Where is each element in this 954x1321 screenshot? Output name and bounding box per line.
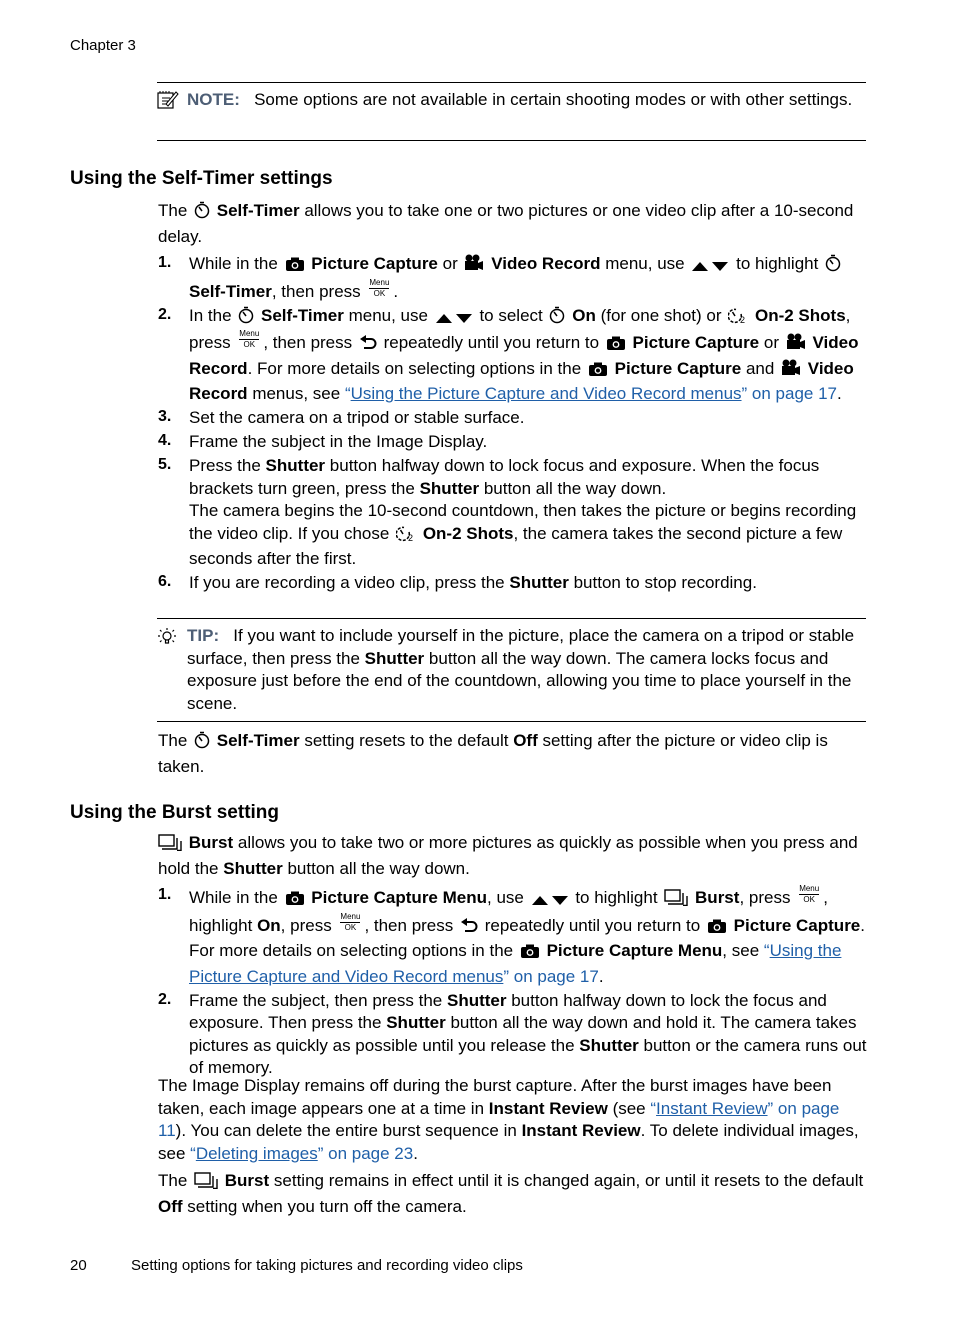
- step-bold: Video Record: [189, 333, 859, 378]
- step-text: to highlight: [575, 888, 658, 907]
- para-text: ). You can delete the entire burst sequence in: [175, 1121, 517, 1140]
- step-bold: Shutter: [386, 1013, 446, 1032]
- step-text: While in the: [189, 888, 278, 907]
- back-arrow-icon: [359, 335, 377, 358]
- list-item: [158, 885, 868, 988]
- step-bold: On: [572, 305, 596, 325]
- svg-text:2: 2: [740, 314, 746, 324]
- step-bold: Shutter: [265, 456, 326, 475]
- step-text: button halfway down to lock focus and exposure. When the focus brackets turn green, press the: [189, 456, 820, 498]
- self-timer-closing: [158, 730, 863, 778]
- self-timer-icon: [238, 306, 254, 331]
- step-text: button all the way down and hold it. The camera takes pictures as quickly as possible until you release the: [189, 1013, 857, 1055]
- step-text: or: [442, 254, 458, 273]
- self-timer-icon: [549, 306, 565, 331]
- footer-title: Setting options for taking pictures and recording video clips: [131, 1257, 523, 1274]
- para-bold: Off: [158, 1196, 183, 1216]
- step-text: (for one shot) or: [600, 305, 722, 325]
- step-bold: Picture Capture: [733, 915, 861, 935]
- burst-paragraph-2: [158, 1170, 870, 1218]
- self-timer-2-icon: [396, 524, 416, 549]
- closing-bold: Off: [513, 731, 538, 750]
- camera-icon: [588, 361, 608, 384]
- step-text: button all the way down.: [483, 478, 667, 498]
- note-body: Some options are not available in certain shooting modes or with other settings.: [254, 90, 853, 109]
- step-text: Frame the subject in the Image Display.: [189, 432, 488, 451]
- para-text: setting when you turn off the camera.: [187, 1196, 467, 1216]
- step-text: .: [598, 966, 604, 986]
- menu-ok-button-icon: Menu OK: [340, 911, 361, 932]
- step-bold: Shutter: [509, 573, 569, 592]
- burst-icon: [158, 833, 182, 858]
- step-text: . For more details on selecting options in the: [189, 915, 865, 960]
- step-text: and: [745, 358, 775, 378]
- tip-body: If you want to include yourself in the picture, place the camera on a tripod or stable surface, then press the: [187, 626, 855, 668]
- step-text: , then press: [364, 915, 454, 935]
- self-timer-icon: [194, 201, 210, 226]
- step-text: Press the: [189, 456, 261, 475]
- burst-heading: Using the Burst setting: [70, 802, 280, 823]
- step-text: , use: [487, 888, 524, 907]
- step-text: Frame the subject, then press the: [189, 990, 443, 1010]
- list-item: [158, 455, 868, 571]
- tip-lightbulb-icon: [156, 626, 178, 653]
- step-text: .: [837, 384, 842, 403]
- note-text: [187, 89, 867, 112]
- step-bold: Picture Capture: [632, 333, 760, 352]
- para-bold: Instant Review: [488, 1098, 608, 1118]
- camera-icon: [520, 943, 540, 966]
- menu-ok-button-icon: Menu OK: [369, 277, 390, 298]
- para-text: The Image Display remains off during the burst capture. After the burst images have been taken, each image appears one at a time in: [158, 1076, 832, 1118]
- step-bold: Picture Capture: [311, 254, 438, 273]
- step-number: 6.: [158, 573, 172, 590]
- para-text: (see: [612, 1098, 646, 1118]
- step-bold: Self-Timer: [261, 305, 344, 325]
- tip-top-rule: [157, 618, 866, 619]
- note-bottom-rule: [157, 140, 866, 141]
- link-deleting-images[interactable]: “Deleting images” on page 23: [190, 1143, 414, 1163]
- step-text: menu, use: [605, 254, 685, 273]
- step-text: , then press: [271, 281, 361, 301]
- intro-text: The: [158, 201, 188, 220]
- step-text: , press: [189, 305, 851, 352]
- step-bold: Shutter: [419, 478, 480, 498]
- menu-ok-button-icon: Menu OK: [239, 329, 260, 349]
- burst-steps: [158, 885, 868, 1081]
- self-timer-intro: [158, 200, 863, 248]
- burst-text: allows you to take two or more pictures as quickly as possible when you press and hold the: [158, 833, 858, 878]
- intro-text: allows you to take one or two pictures or one video clip after a 10-second delay.: [158, 201, 854, 246]
- burst-paragraph-1: [158, 1075, 870, 1165]
- step-text: to select: [479, 305, 543, 325]
- burst-text: button all the way down.: [287, 858, 470, 878]
- step-text: ,: [823, 888, 828, 907]
- step-bold: Picture Capture Menu: [546, 941, 723, 960]
- closing-text: setting resets to the default: [304, 731, 509, 750]
- para-text: setting remains in effect until it is changed again, or until it resets to the default: [273, 1171, 864, 1190]
- step-number: 2.: [158, 990, 172, 1008]
- step-bold: On: [257, 915, 281, 935]
- self-timer-icon: [194, 731, 210, 756]
- list-item: [158, 305, 868, 406]
- step-bold: Picture Capture Menu: [311, 888, 487, 907]
- step-number: 4.: [158, 432, 172, 449]
- step-text: If you are recording a video clip, press the: [189, 573, 505, 592]
- back-arrow-icon: [460, 918, 478, 941]
- page-number: 20: [70, 1257, 87, 1274]
- self-timer-icon: [825, 254, 841, 279]
- link-instant-review[interactable]: “Instant Review” on page 11: [158, 1098, 840, 1140]
- step-text: . For more details on selecting options in the: [247, 358, 582, 378]
- burst-icon: [664, 888, 688, 913]
- para-text: .: [413, 1143, 418, 1163]
- list-item: [158, 990, 868, 1080]
- step-text: see: [731, 941, 760, 960]
- self-timer-steps: [158, 253, 868, 596]
- link-picture-capture-menus[interactable]: “Using the Picture Capture and Video Record menus” on page 17: [189, 941, 842, 986]
- tip-bold: Shutter: [364, 648, 425, 668]
- closing-text: The: [158, 731, 188, 750]
- up-down-arrows-icon: [435, 308, 473, 331]
- list-item: [158, 572, 868, 595]
- burst-intro: [158, 832, 870, 880]
- burst-bold: Shutter: [223, 858, 283, 878]
- step-number: 1.: [158, 886, 172, 903]
- video-camera-icon: [786, 333, 806, 358]
- step-number: 3.: [158, 408, 172, 425]
- self-timer-name: Self-Timer: [216, 201, 300, 220]
- self-timer-2-icon: [728, 306, 748, 331]
- video-camera-icon: [781, 359, 801, 384]
- burst-bold: Burst: [188, 833, 234, 852]
- list-item: [158, 431, 868, 454]
- para-bold: Burst: [224, 1171, 270, 1190]
- step-bold: Shutter: [579, 1035, 639, 1055]
- burst-icon: [194, 1171, 218, 1196]
- step-number: 5.: [158, 456, 172, 473]
- list-item: [158, 407, 868, 430]
- step-text: button halfway down to lock the focus and exposure. Then press the: [189, 990, 827, 1032]
- step-text: repeatedly until you return to: [383, 333, 600, 352]
- closing-text: setting after the picture or video clip is taken.: [158, 731, 828, 776]
- step-bold: Shutter: [446, 990, 507, 1010]
- step-text: menu, use: [348, 305, 428, 325]
- chapter-header: Chapter 3: [70, 37, 136, 54]
- step-text: , then press: [263, 333, 353, 352]
- step-text: , press: [280, 915, 332, 935]
- step-text: or: [763, 333, 779, 352]
- step-bold: Video Record: [491, 254, 601, 273]
- step-bold: Video Record: [189, 358, 854, 403]
- step-bold: Self-Timer: [189, 281, 272, 301]
- up-down-arrows-icon: [691, 256, 729, 279]
- camera-icon: [707, 918, 727, 941]
- tip-text: [187, 625, 869, 715]
- step-bold: On-2 Shots: [754, 305, 846, 325]
- camera-icon: [285, 890, 305, 913]
- tip-bottom-rule: [157, 721, 866, 722]
- para-text: . To delete individual images, see: [158, 1121, 859, 1163]
- tip-body: button all the way down. The camera locks focus and exposure just before the end of the countdown, allowing you time to place yourself in the scene.: [187, 648, 852, 713]
- svg-text:2: 2: [408, 532, 414, 542]
- para-bold: Instant Review: [521, 1121, 641, 1140]
- camera-icon: [285, 256, 305, 279]
- para-text: The: [158, 1171, 188, 1190]
- list-item: [158, 253, 868, 303]
- step-bold: Picture Capture: [614, 358, 742, 378]
- step-text: While in the: [189, 254, 278, 273]
- step-text: menus, see: [252, 384, 341, 403]
- step-bold: Burst: [695, 888, 740, 907]
- step-text: , the camera takes the second picture a few seconds after the first.: [189, 523, 843, 568]
- note-icon: [157, 90, 179, 115]
- step-text: , press: [739, 888, 791, 907]
- step-text: The camera begins the 10-second countdown, then takes the picture or begins recording the video clip. If you chose: [189, 501, 857, 543]
- closing-bold: Self-Timer: [216, 731, 300, 750]
- step-text: .: [393, 281, 399, 301]
- step-number: 2.: [158, 305, 172, 323]
- step-text: button to stop recording.: [573, 573, 757, 592]
- note-label: NOTE:: [187, 90, 240, 109]
- step-text: highlight: [189, 915, 253, 935]
- menu-ok-button-icon: Menu OK: [799, 884, 820, 904]
- step-text: button or the camera runs out of memory.: [189, 1035, 867, 1077]
- step-text: Set the camera on a tripod or stable surface.: [189, 408, 525, 427]
- step-text: to highlight: [736, 254, 819, 273]
- self-timer-heading: Using the Self-Timer settings: [70, 168, 333, 189]
- step-number: 1.: [158, 254, 172, 271]
- link-picture-capture-menus[interactable]: “Using the Picture Capture and Video Record menus” on page 17: [344, 384, 837, 403]
- camera-icon: [606, 335, 626, 358]
- step-text: ,: [722, 941, 728, 960]
- tip-label: TIP:: [187, 626, 220, 645]
- step-text: repeatedly until you return to: [484, 915, 701, 935]
- note-top-rule: [157, 82, 866, 83]
- step-text: In the: [189, 305, 232, 325]
- video-camera-icon: [464, 254, 484, 279]
- step-bold: On-2 Shots: [422, 523, 514, 543]
- up-down-arrows-icon: [531, 890, 569, 913]
